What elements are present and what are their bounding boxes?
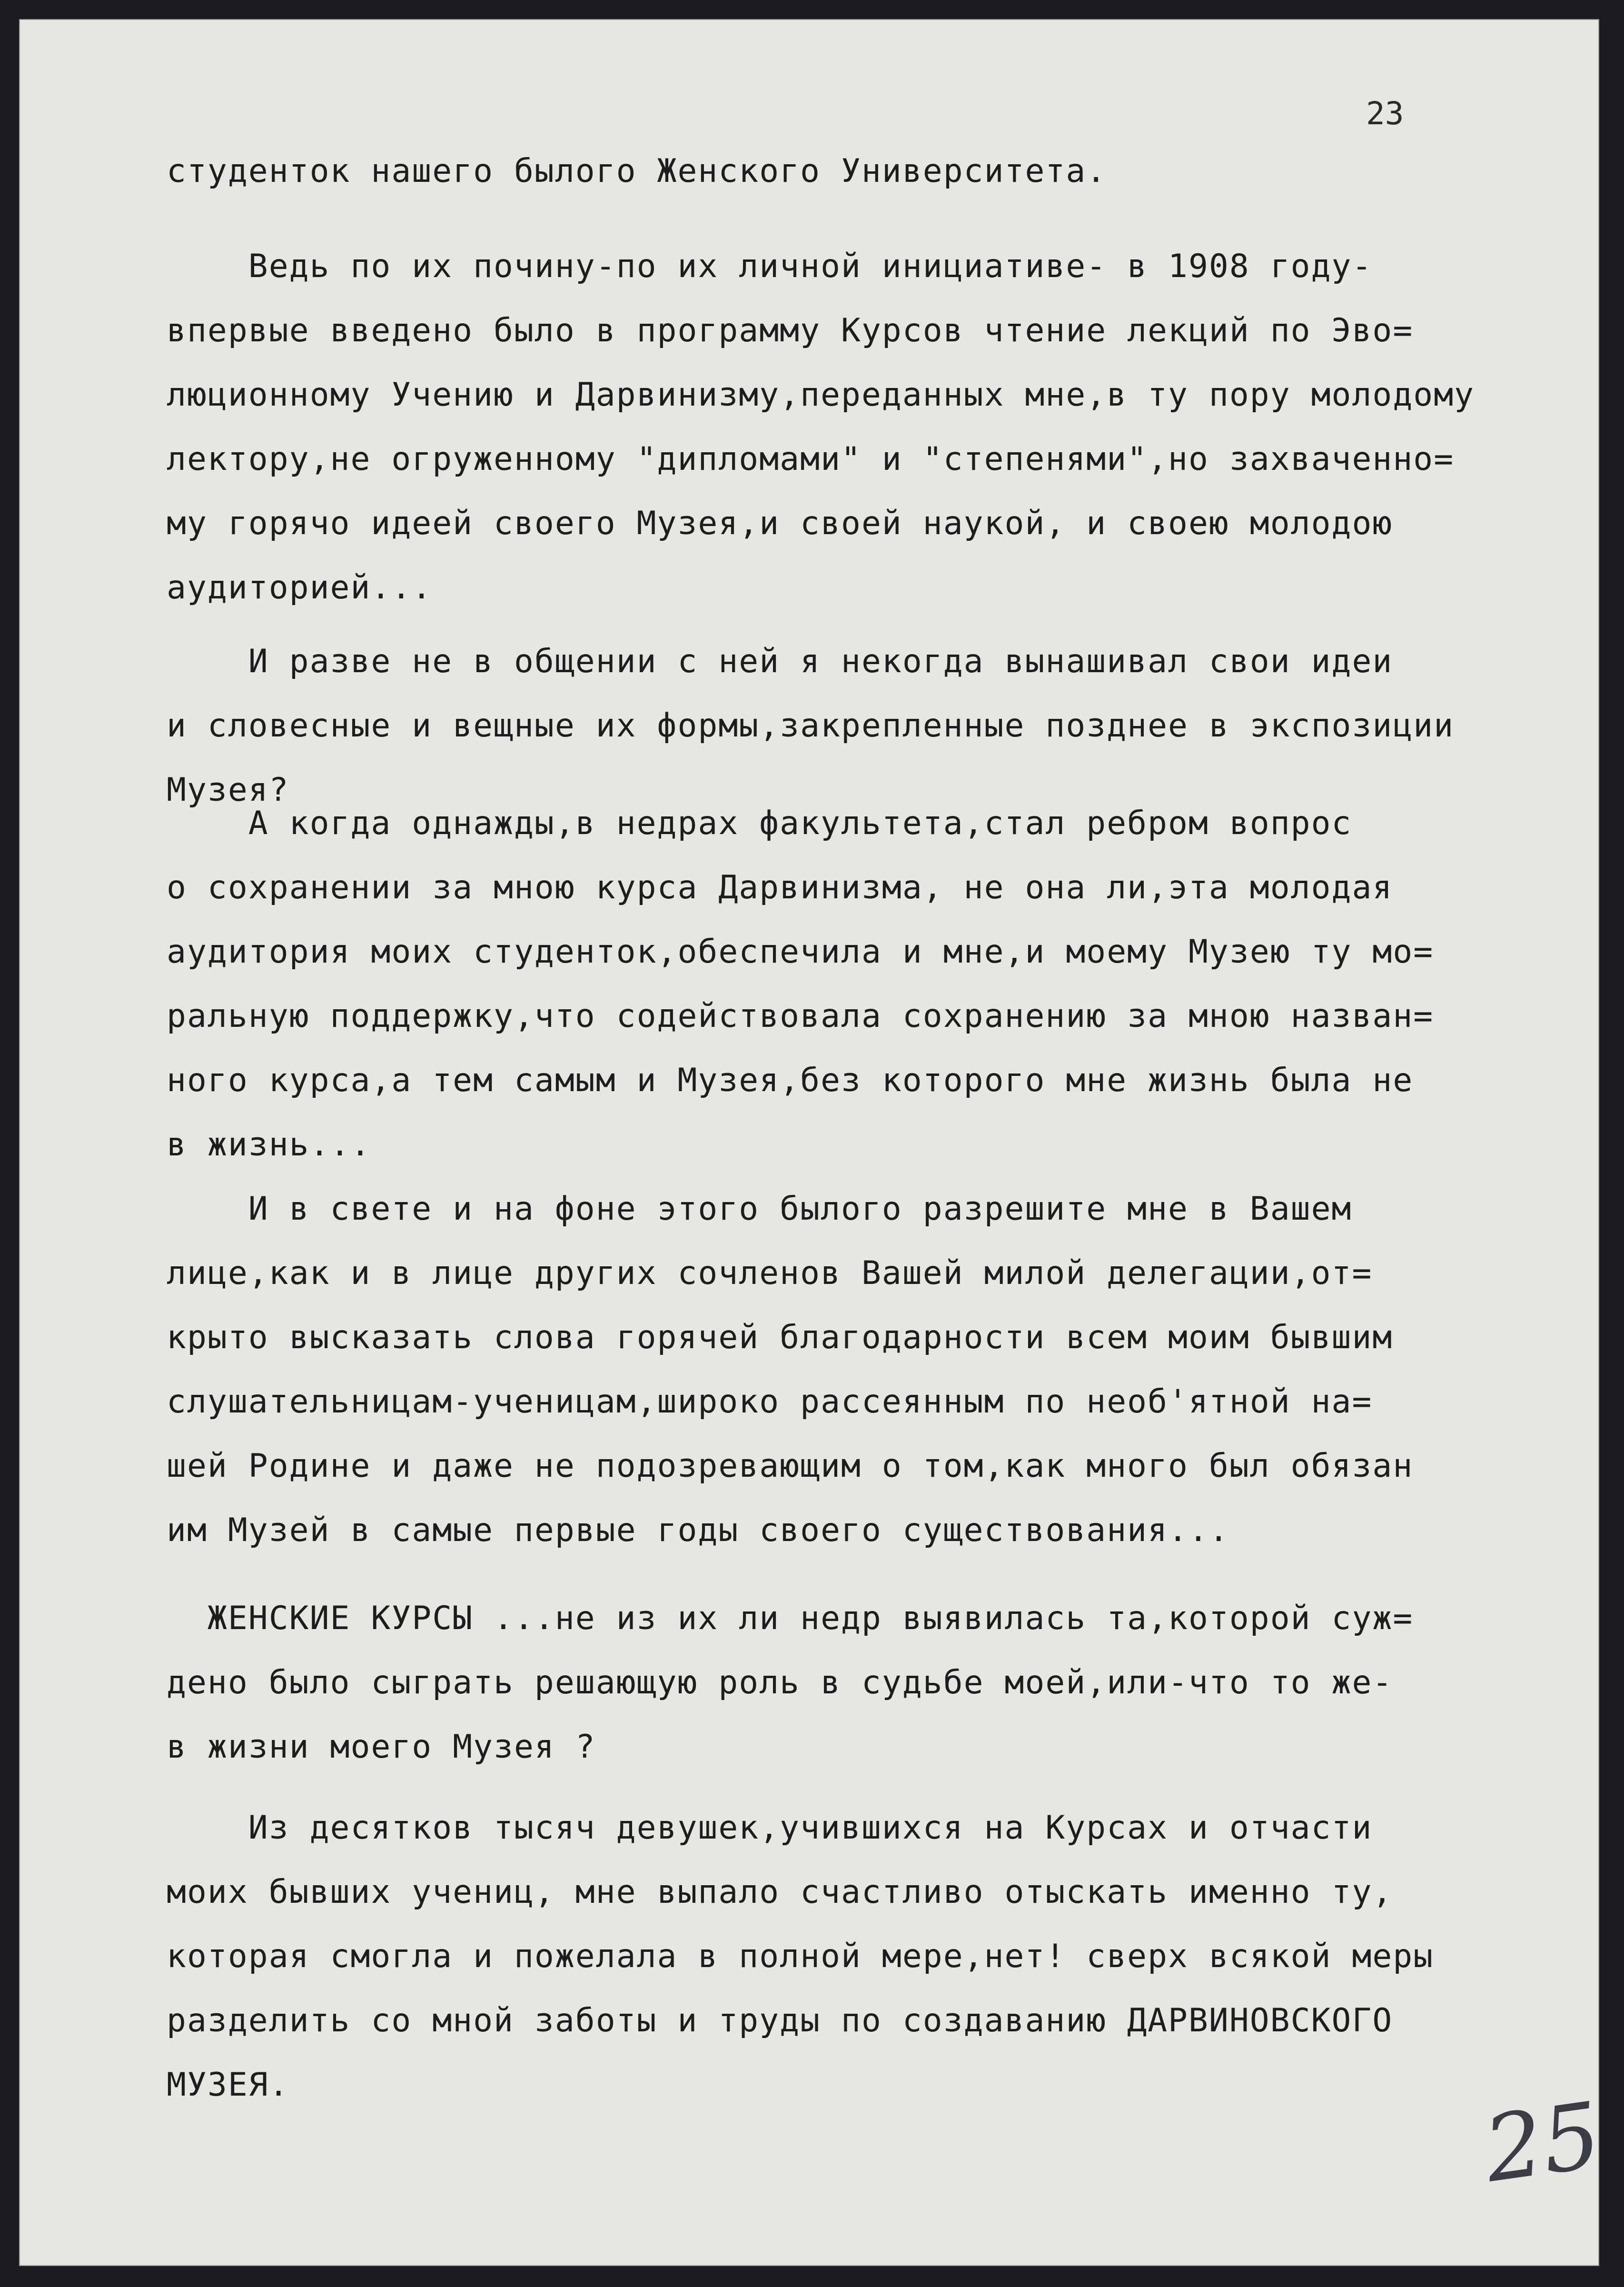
text-line: ного курса,а тем самым и Музея,без которого мне жизнь была не	[167, 1062, 1414, 1099]
text-line: А когда однажды,в недрах факультета,стал ребром вопрос	[167, 805, 1352, 842]
text-line: ральную поддержку,что содействовала сохранению за мною назван=	[167, 997, 1434, 1035]
text-line: и словесные и вещные их формы,закрепленные позднее в экспозиции	[167, 707, 1455, 745]
text-line: впервые введено было в программу Курсов чтение лекций по Эво=	[167, 312, 1414, 349]
text-line: Из десятков тысяч девушек,учившихся на Курсах и отчасти	[167, 1809, 1373, 1847]
text-line: которая смогла и пожелала в полной мере,нет! сверх всякой меры	[167, 1938, 1434, 1975]
text-line: студенток нашего былого Женского Университета.	[167, 152, 1107, 190]
text-line: люционному Учению и Дарвинизму,переданных мне,в ту пору молодому	[167, 376, 1475, 414]
text-line: му горячо идеей своего Музея,и своей наукой, и своею молодою	[167, 505, 1393, 542]
text-line: слушательницам-ученицам,широко рассеянным по необ'ятной на=	[167, 1383, 1373, 1421]
text-line: аудитория моих студенток,обеспечила и мне,и моему Музею ту мо=	[167, 933, 1434, 971]
text-line: Ведь по их почину-по их личной инициативе- в 1908 году-	[167, 248, 1373, 285]
text-line: лектору,не огруженному "дипломами" и "степенями",но захваченно=	[167, 440, 1455, 478]
text-line: крыто высказать слова горячей благодарности всем моим бывшим	[167, 1319, 1393, 1356]
text-line: шей Родине и даже не подозревающим о том,как много был обязан	[167, 1447, 1414, 1485]
text-line: И в свете и на фоне этого былого разрешите мне в Вашем	[167, 1190, 1352, 1228]
typewritten-page	[19, 19, 1607, 2266]
page-number: 23	[1366, 95, 1404, 132]
text-line: о сохранении за мною курса Дарвинизма, не она ли,эта молодая	[167, 869, 1393, 906]
handwritten-folio-number: 25	[1478, 2082, 1607, 2203]
text-line: МУЗЕЯ.	[167, 2066, 289, 2104]
text-line: в жизни моего Музея ?	[167, 1728, 596, 1766]
text-line: дено было сыграть решающую роль в судьбе моей,или-что то же-	[167, 1664, 1393, 1701]
text-line: лице,как и в лице других сочленов Вашей милой делегации,от=	[167, 1254, 1373, 1292]
text-line: аудиторией...	[167, 569, 433, 607]
text-line: моих бывших учениц, мне выпало счастливо отыскать именно ту,	[167, 1873, 1393, 1911]
text-line: в жизнь...	[167, 1126, 371, 1163]
text-line: ЖЕНСКИЕ КУРСЫ ...не из их ли недр выявилась та,которой суж=	[167, 1600, 1414, 1637]
text-line: им Музей в самые первые годы своего существования...	[167, 1511, 1229, 1549]
text-line: разделить со мной заботы и труды по создаванию ДАРВИНОВСКОГО	[167, 2002, 1393, 2039]
text-line: И разве не в общении с ней я некогда вынашивал свои идеи	[167, 643, 1393, 680]
text-line: Музея?	[167, 771, 289, 809]
